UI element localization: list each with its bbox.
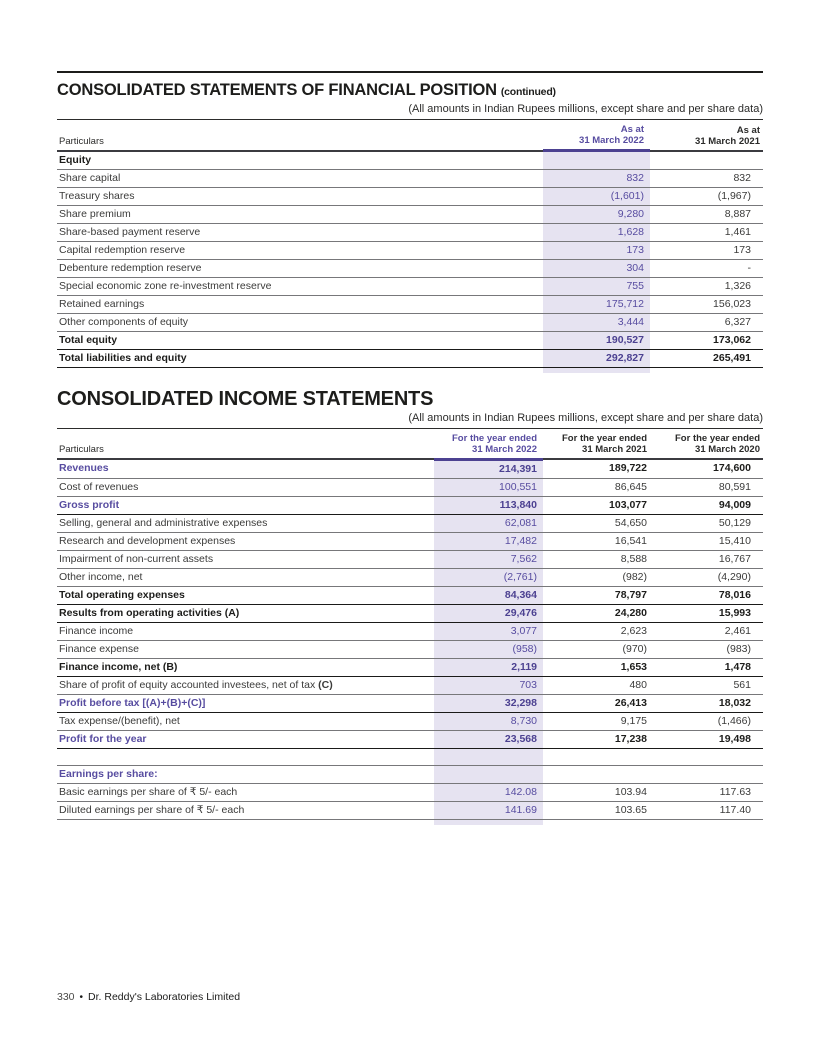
table-row-operating-results	[57, 604, 763, 622]
value-fy2020: 94,009	[653, 496, 763, 514]
table-row-total-equity	[57, 331, 763, 349]
column-header-fy2021	[543, 428, 653, 459]
value-fy2021: (970)	[543, 640, 653, 658]
value-fy2021: 9,175	[543, 712, 653, 730]
value-2022: (1,601)	[543, 187, 650, 205]
spacer-row	[57, 748, 763, 765]
col-2021-line1: As at	[736, 124, 760, 136]
financial-position-title	[57, 81, 763, 102]
table-row	[57, 712, 763, 730]
row-label: Profit for the year	[57, 730, 434, 748]
footer-bullet: •	[79, 992, 84, 1003]
table-row	[57, 169, 763, 187]
table-row-total-liabilities-equity	[57, 349, 763, 367]
value-2021: 832	[650, 169, 763, 187]
row-label: Total liabilities and equity	[57, 349, 543, 367]
row-label: Total equity	[57, 331, 543, 349]
table-row	[57, 277, 763, 295]
value-fy2022: 2,119	[434, 658, 543, 676]
table-row-profit-before-tax	[57, 694, 763, 712]
value-fy2020: 117.40	[653, 801, 763, 819]
col-fy2020-line1: For the year ended	[675, 433, 760, 444]
row-label: Diluted earnings per share of ₹ 5/- each	[57, 801, 434, 819]
value-fy2021: 78,797	[543, 586, 653, 604]
table-row	[57, 223, 763, 241]
table-row	[57, 295, 763, 313]
row-label: Share capital	[57, 169, 543, 187]
value-2022: 173	[543, 241, 650, 259]
row-label: Debenture redemption reserve	[57, 259, 543, 277]
value-fy2022: 32,298	[434, 694, 543, 712]
row-label: Finance expense	[57, 640, 434, 658]
value-fy2022: (958)	[434, 640, 543, 658]
value-2021: 173,062	[650, 331, 763, 349]
row-label: Capital redemption reserve	[57, 241, 543, 259]
value-fy2022: 142.08	[434, 783, 543, 801]
column-header-particulars: Particulars	[57, 428, 434, 459]
row-label: Other components of equity	[57, 313, 543, 331]
table-row	[57, 151, 763, 170]
column-header-2021	[650, 120, 763, 151]
table-header-row	[57, 428, 763, 459]
value-fy2021: 1,653	[543, 658, 653, 676]
value-fy2021: 103.65	[543, 801, 653, 819]
row-label: Equity	[57, 151, 543, 170]
value-fy2022: 7,562	[434, 550, 543, 568]
income-statements-table	[57, 428, 763, 825]
value-fy2021: 16,541	[543, 532, 653, 550]
row-label: Results from operating activities (A)	[57, 604, 434, 622]
col-fy2022-line2: 31 March 2022	[472, 443, 537, 455]
table-row-equity-investees	[57, 676, 763, 694]
value-fy2021	[543, 765, 653, 783]
value-2021: 8,887	[650, 205, 763, 223]
row-label	[57, 676, 434, 694]
value-fy2021: 8,588	[543, 550, 653, 568]
value-2022: 190,527	[543, 331, 650, 349]
row-label: Share premium	[57, 205, 543, 223]
value-2021	[650, 151, 763, 170]
value-2022: 755	[543, 277, 650, 295]
value-fy2022: (2,761)	[434, 568, 543, 586]
row-label: Research and development expenses	[57, 532, 434, 550]
value-2021: 1,326	[650, 277, 763, 295]
value-2022: 304	[543, 259, 650, 277]
table-row-total-operating-expenses	[57, 586, 763, 604]
value-fy2020: (983)	[653, 640, 763, 658]
row-label: Finance income	[57, 622, 434, 640]
row-label-text: Share of profit of equity accounted investees, net of tax	[59, 678, 319, 691]
title-text: CONSOLIDATED STATEMENTS OF FINANCIAL POSITION	[57, 81, 497, 99]
value-fy2020: 18,032	[653, 694, 763, 712]
table-row	[57, 640, 763, 658]
value-fy2022: 141.69	[434, 801, 543, 819]
table-row	[57, 478, 763, 496]
value-2022: 832	[543, 169, 650, 187]
row-label: Selling, general and administrative expenses	[57, 514, 434, 532]
table-row-revenues	[57, 459, 763, 478]
value-fy2020: 15,993	[653, 604, 763, 622]
col-2022-line1: As at	[620, 124, 644, 135]
row-label: Treasury shares	[57, 187, 543, 205]
table-row-eps-header	[57, 765, 763, 783]
value-fy2020: 50,129	[653, 514, 763, 532]
row-label: Tax expense/(benefit), net	[57, 712, 434, 730]
value-fy2022: 62,081	[434, 514, 543, 532]
table-row	[57, 241, 763, 259]
value-fy2020: 1,478	[653, 658, 763, 676]
value-fy2020: 80,591	[653, 478, 763, 496]
table-row-profit-for-year	[57, 730, 763, 748]
row-label: Basic earnings per share of ₹ 5/- each	[57, 783, 434, 801]
column-header-particulars: Particulars	[57, 120, 543, 151]
row-label-bold-suffix: (C)	[318, 678, 333, 691]
row-label: Share-based payment reserve	[57, 223, 543, 241]
page-footer	[57, 991, 240, 1004]
continued-label: (continued)	[500, 86, 556, 98]
company-name: Dr. Reddy's Laboratories Limited	[88, 991, 241, 1003]
table-header-row	[57, 120, 763, 151]
value-fy2020: 15,410	[653, 532, 763, 550]
value-fy2022	[434, 765, 543, 783]
top-divider	[57, 71, 763, 73]
value-2022: 175,712	[543, 295, 650, 313]
table-row-finance-income-net	[57, 658, 763, 676]
value-fy2020: 174,600	[653, 459, 763, 478]
value-2021: 173	[650, 241, 763, 259]
value-fy2021: 2,623	[543, 622, 653, 640]
row-label: Finance income, net (B)	[57, 658, 434, 676]
value-fy2021: 189,722	[543, 459, 653, 478]
col-fy2020-line2: 31 March 2020	[695, 444, 760, 455]
value-2021: 1,461	[650, 223, 763, 241]
col-2022-line2: 31 March 2022	[579, 135, 644, 146]
table-row	[57, 532, 763, 550]
value-fy2021: 86,645	[543, 478, 653, 496]
row-label: Profit before tax [(A)+(B)+(C)]	[57, 694, 434, 712]
value-fy2021: 26,413	[543, 694, 653, 712]
value-fy2022: 17,482	[434, 532, 543, 550]
table-row-gross-profit	[57, 496, 763, 514]
table-row-basic-eps	[57, 783, 763, 801]
value-2021: 265,491	[650, 349, 763, 367]
value-fy2021: (982)	[543, 568, 653, 586]
table-row	[57, 550, 763, 568]
table-row	[57, 313, 763, 331]
col-2021-line2: 31 March 2021	[695, 135, 760, 147]
value-fy2022: 29,476	[434, 604, 543, 622]
value-2022: 292,827	[543, 349, 650, 367]
value-fy2022: 8,730	[434, 712, 543, 730]
value-2021: 6,327	[650, 313, 763, 331]
value-fy2020: 561	[653, 676, 763, 694]
col-fy2022-line1: For the year ended	[452, 432, 537, 444]
row-label: Special economic zone re-investment reserve	[57, 277, 543, 295]
value-fy2022: 214,391	[434, 459, 543, 478]
value-fy2021: 24,280	[543, 604, 653, 622]
value-fy2022: 23,568	[434, 730, 543, 748]
table-row	[57, 187, 763, 205]
value-fy2021: 480	[543, 676, 653, 694]
value-fy2020: 78,016	[653, 586, 763, 604]
row-label: Retained earnings	[57, 295, 543, 313]
page-number: 330	[57, 991, 75, 1003]
highlight-tail	[57, 367, 763, 373]
col-fy2021-line2: 31 March 2021	[582, 444, 647, 455]
financial-position-table	[57, 119, 763, 373]
col-fy2021-line1: For the year ended	[562, 433, 647, 444]
value-fy2020: (1,466)	[653, 712, 763, 730]
value-fy2021: 103,077	[543, 496, 653, 514]
row-label: Earnings per share:	[57, 765, 434, 783]
value-fy2020: 16,767	[653, 550, 763, 568]
value-fy2021: 54,650	[543, 514, 653, 532]
table-row	[57, 259, 763, 277]
value-fy2022: 113,840	[434, 496, 543, 514]
row-label: Cost of revenues	[57, 478, 434, 496]
value-fy2021: 103.94	[543, 783, 653, 801]
highlight-tail	[57, 819, 763, 825]
column-header-fy2020	[653, 428, 763, 459]
table-row	[57, 568, 763, 586]
value-fy2022: 703	[434, 676, 543, 694]
table-row-diluted-eps	[57, 801, 763, 819]
row-label: Revenues	[57, 459, 434, 478]
value-fy2022: 3,077	[434, 622, 543, 640]
row-label: Gross profit	[57, 496, 434, 514]
value-2022: 9,280	[543, 205, 650, 223]
column-header-2022	[543, 120, 650, 151]
table-row	[57, 514, 763, 532]
amounts-note: (All amounts in Indian Rupees millions, except share and per share data)	[408, 103, 763, 115]
value-fy2020: 2,461	[653, 622, 763, 640]
row-label: Impairment of non-current assets	[57, 550, 434, 568]
value-2021: 156,023	[650, 295, 763, 313]
row-label: Other income, net	[57, 568, 434, 586]
amounts-note: (All amounts in Indian Rupees millions, except share and per share data)	[408, 411, 763, 424]
table-row	[57, 622, 763, 640]
value-fy2020	[653, 765, 763, 783]
table-row	[57, 205, 763, 223]
value-2022	[543, 151, 650, 170]
value-fy2022: 84,364	[434, 586, 543, 604]
value-fy2020: (4,290)	[653, 568, 763, 586]
value-fy2020: 117.63	[653, 783, 763, 801]
page-content	[57, 0, 763, 825]
column-header-fy2022	[434, 428, 543, 459]
value-fy2020: 19,498	[653, 730, 763, 748]
row-label: Total operating expenses	[57, 586, 434, 604]
value-2021: -	[650, 259, 763, 277]
value-fy2021: 17,238	[543, 730, 653, 748]
value-2022: 3,444	[543, 313, 650, 331]
value-2022: 1,628	[543, 223, 650, 241]
value-fy2022: 100,551	[434, 478, 543, 496]
value-2021: (1,967)	[650, 187, 763, 205]
income-statements-title: CONSOLIDATED INCOME STATEMENTS	[57, 387, 434, 410]
